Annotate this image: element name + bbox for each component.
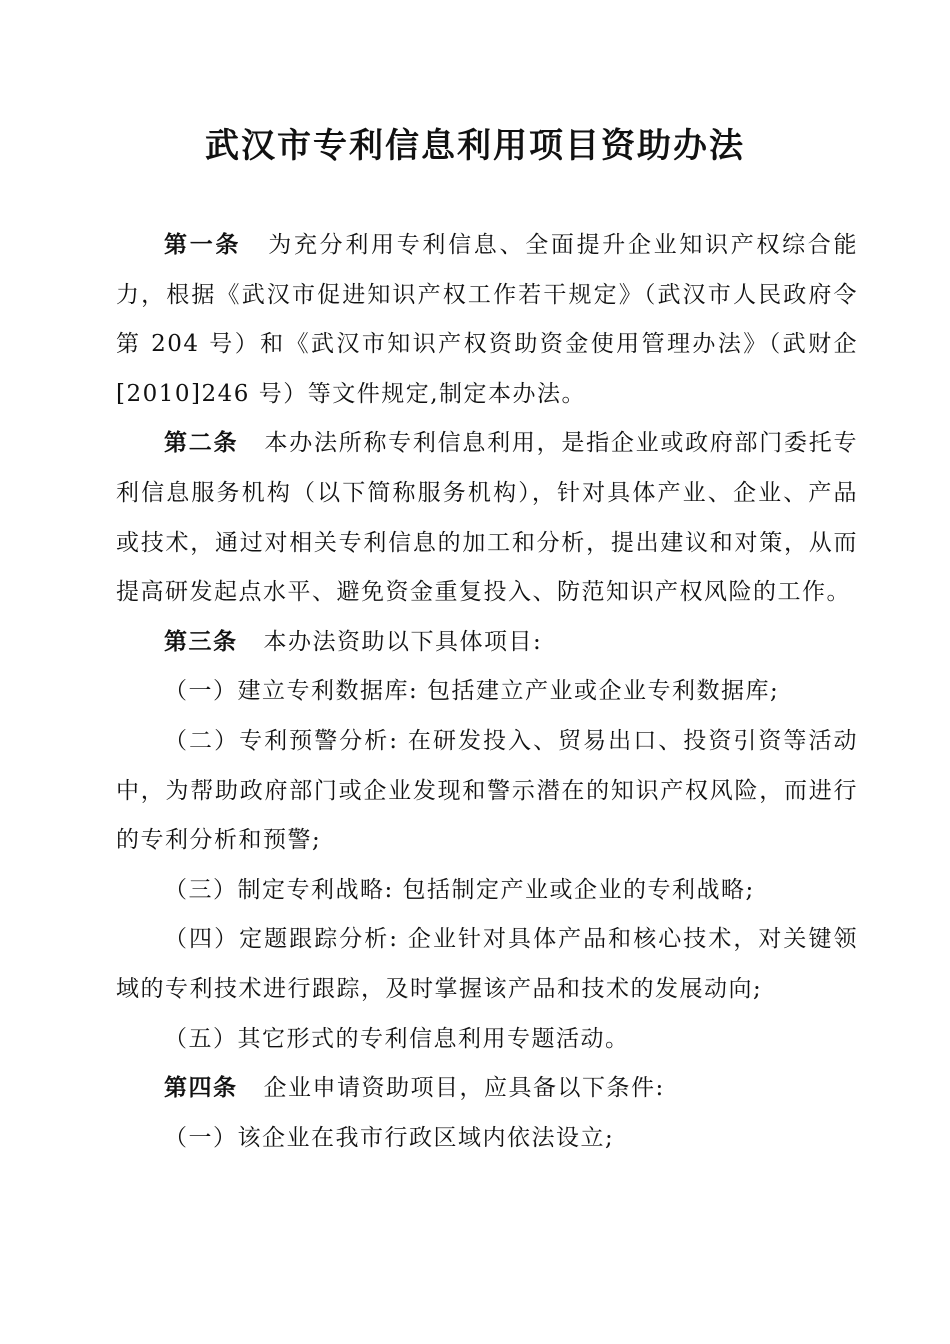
list-item-1 — [116, 667, 858, 717]
paragraph-text: （三）制定专利战略: 包括制定产业或企业的专利战略; — [164, 876, 755, 903]
list-item-6 — [116, 1114, 858, 1164]
article-label: 第二条 — [164, 430, 239, 457]
list-item-5 — [116, 1015, 858, 1065]
article-label: 第三条 — [164, 628, 238, 655]
paragraph-text: 企业申请资助项目，应具备以下条件: — [263, 1075, 665, 1102]
document-body — [116, 221, 858, 1163]
paragraph-article-4 — [116, 1064, 858, 1114]
article-label: 第四条 — [164, 1075, 238, 1102]
paragraph-text: 为充分利用专利信息、全面提升企业知识产权综合能力，根据《武汉市促进知识产权工作若干规定》（武汉市人民政府令第 204 号）和《武汉市知识产权资助资金使用管理办法》（武财企[2010]246 号）等文件规定,制定本办法。 — [116, 232, 859, 407]
document-title: 武汉市专利信息利用项目资助办法 — [205, 126, 745, 166]
article-label: 第一条 — [164, 232, 242, 258]
paragraph-text: （二）专利预警分析: 在研发投入、贸易出口、投资引资等活动中，为帮助政府部门或企业发现和警示潜在的知识产权风险，而进行的专利分析和预警; — [116, 727, 858, 854]
list-item-3 — [116, 866, 858, 916]
paragraph-article-1 — [116, 221, 858, 419]
list-item-4 — [116, 915, 858, 1014]
paragraph-text: （一）该企业在我市行政区域内依法设立; — [164, 1124, 615, 1151]
paragraph-article-3 — [116, 618, 858, 668]
paragraph-article-2 — [116, 419, 858, 617]
paragraph-text: 本办法资助以下具体项目: — [263, 628, 543, 655]
paragraph-text: （一）建立专利数据库: 包括建立产业或企业专利数据库; — [164, 678, 780, 705]
paragraph-text: 本办法所称专利信息利用，是指企业或政府部门委托专利信息服务机构（以下简称服务机构），针对具体产业、企业、产品或技术，通过对相关专利信息的加工和分析，提出建议和对策，从而提高研发起点水平、避免资金重复投入、防范知识产权风险的工作。 — [116, 430, 859, 606]
list-item-2 — [116, 717, 858, 866]
paragraph-text: （五）其它形式的专利信息利用专题活动。 — [164, 1025, 630, 1052]
paragraph-text: （四）定题跟踪分析: 企业针对具体产品和核心技术，对关键领域的专利技术进行跟踪，及时掌握该产品和技术的发展动向; — [116, 926, 858, 1002]
